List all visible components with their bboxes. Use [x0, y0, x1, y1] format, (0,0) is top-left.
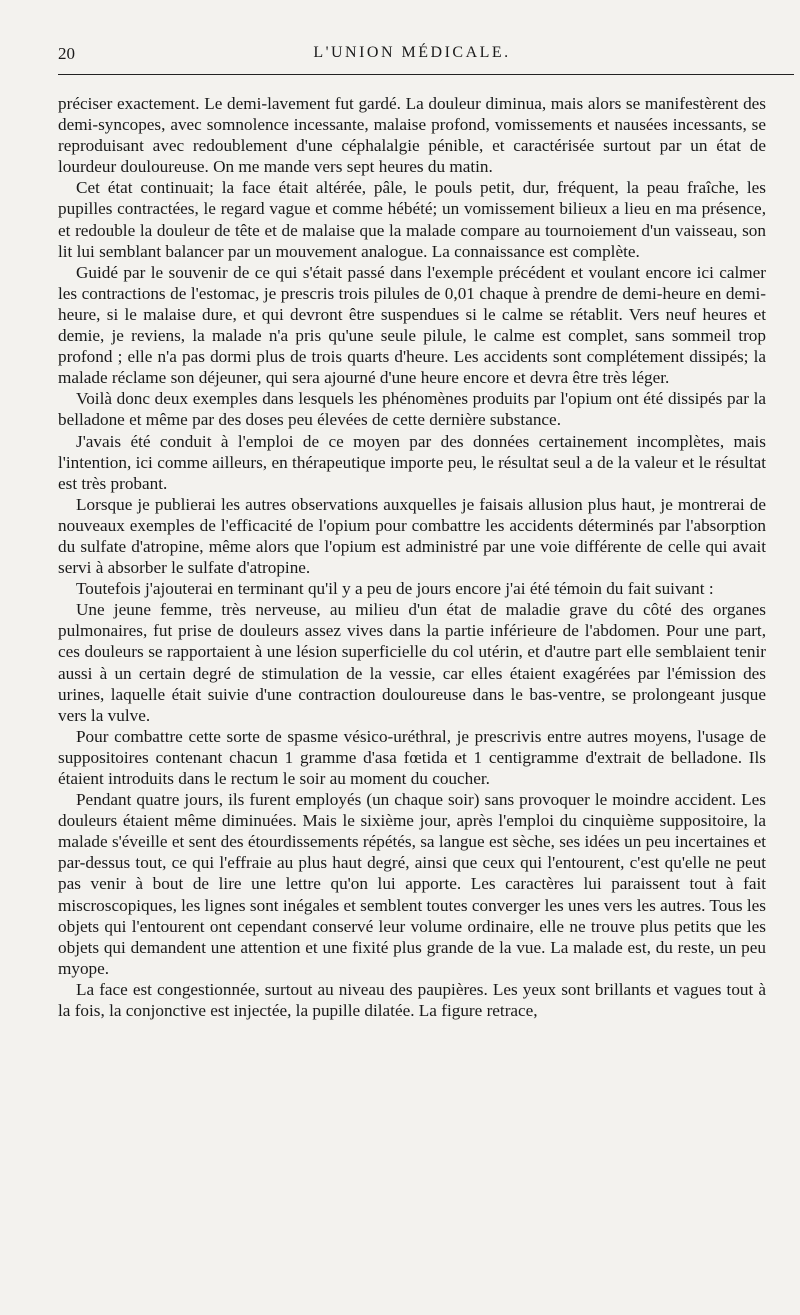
paragraph: Une jeune femme, très nerveuse, au milieu d'un état de maladie grave du côté des organes pulmonaires, fut prise de douleurs assez vives dans la partie inférieure de l'abdomen. Pour une part, ces douleurs se rapportaient à une lésion superficielle du col utérin, et d'autre part elle semblaient tenir aussi à un certain degré de stimulation de la vessie, car elles étaient exagérées par l'émission des urines, laquelle était suivie d'une contraction douloureuse dans le bas-ventre, se prolongeant jusque vers la vulve.: [58, 600, 766, 725]
journal-title: L'UNION MÉDICALE.: [313, 44, 511, 61]
article-body: [58, 93, 766, 1021]
paragraph: Pour combattre cette sorte de spasme vésico-uréthral, je prescrivis entre autres moyens, l'usage de suppositoires contenant chacun 1 gramme d'asa fœtida et 1 centigramme d'extrait de belladone. Ils étaient introduits dans le rectum le soir au moment du coucher.: [58, 726, 766, 788]
paragraph-continued: préciser exactement. Le demi-lavement fut gardé. La douleur diminua, mais alors se manifestèrent des demi-syncopes, avec somnolence incessante, malaise profond, vomissements et nausées incessants, se reproduisant avec redoublement d'une céphalalgie pénible, et caractérisée surtout par un état de lourdeur douloureuse. On me mande vers sept heures du matin.: [58, 94, 766, 177]
paragraph: Voilà donc deux exemples dans lesquels les phénomènes produits par l'opium ont été dissipés par la belladone et même par des doses peu élevées de cette dernière substance.: [58, 389, 766, 430]
running-head: [58, 38, 766, 68]
page-number: 20: [58, 44, 75, 63]
header-rule: [58, 74, 794, 75]
paragraph: J'avais été conduit à l'emploi de ce moyen par des données certainement incomplètes, mais l'intention, ici comme ailleurs, en thérapeutique importe peu, le résultat seul a de la valeur et le résultat est très probant.: [58, 431, 766, 493]
paragraph: La face est congestionnée, surtout au niveau des paupières. Les yeux sont brillants et vagues tout à la fois, la conjonctive est injectée, la pupille dilatée. La figure retrace,: [58, 979, 766, 1021]
paragraph: Toutefois j'ajouterai en terminant qu'il y a peu de jours encore j'ai été témoin du fait suivant :: [76, 579, 714, 599]
paragraph: Lorsque je publierai les autres observations auxquelles je faisais allusion plus haut, je montrerai de nouveaux exemples de l'efficacité de l'opium pour combattre les accidents déterminés par l'absorption du sulfate d'atropine, même alors que l'opium est administré par une voie différente de celle qui avait servi à absorber le sulfate d'atropine.: [58, 494, 766, 578]
paragraph: Guidé par le souvenir de ce qui s'était passé dans l'exemple précédent et voulant encore ici calmer les contractions de l'estomac, je prescris trois pilules de 0,01 chaque à prendre de demi-heure en demi-heure, si le malaise dure, et qui devront être suspendues si le calme se rétablit. Vers neuf heures et demie, je reviens, la malade n'a pris qu'une seule pilule, le calme est complet, sans sommeil trop profond ; elle n'a pas dormi plus de trois quarts d'heure. Les accidents sont complétement dissipés; la malade réclame son déjeuner, qui sera ajourné d'une heure encore et devra être très léger.: [58, 262, 766, 388]
paragraph: Cet état continuait; la face était altérée, pâle, le pouls petit, dur, fréquent, la peau fraîche, les pupilles contractées, le regard vague et comme hébété; un vomissement bilieux a lieu en ma présence, et redouble la douleur de tête et de malaise que la malade compare au tournoiement d'un vaisseau, son lit lui semblant balancer par un mouvement analogue. La connaissance est complète.: [58, 178, 766, 261]
paragraph: Pendant quatre jours, ils furent employés (un chaque soir) sans provoquer le moindre accident. Les douleurs étaient même diminuées. Mais le sixième jour, après l'emploi du cinquième suppositoire, la malade s'éveille et sent des étourdissements répétés, sa langue est sèche, ses idées un peu incertaines et par-dessus tout, ce qui l'effraie au plus haut degré, ainsi que ceux qui l'entourent, c'est qu'elle ne peut pas venir à bout de lire une lettre qu'on lui apporte. Les caractères lui paraissent tout à fait miscroscopiques, les lignes sont inégales et semblent toutes converger les unes vers les autres. Tous les objets qui l'entourent ont cependant conservé leur volume ordinaire, elle ne trouve plus petits que les objets qui demandent une attention et une fixité plus grande de la vue. La malade est, du reste, un peu myope.: [58, 790, 766, 978]
